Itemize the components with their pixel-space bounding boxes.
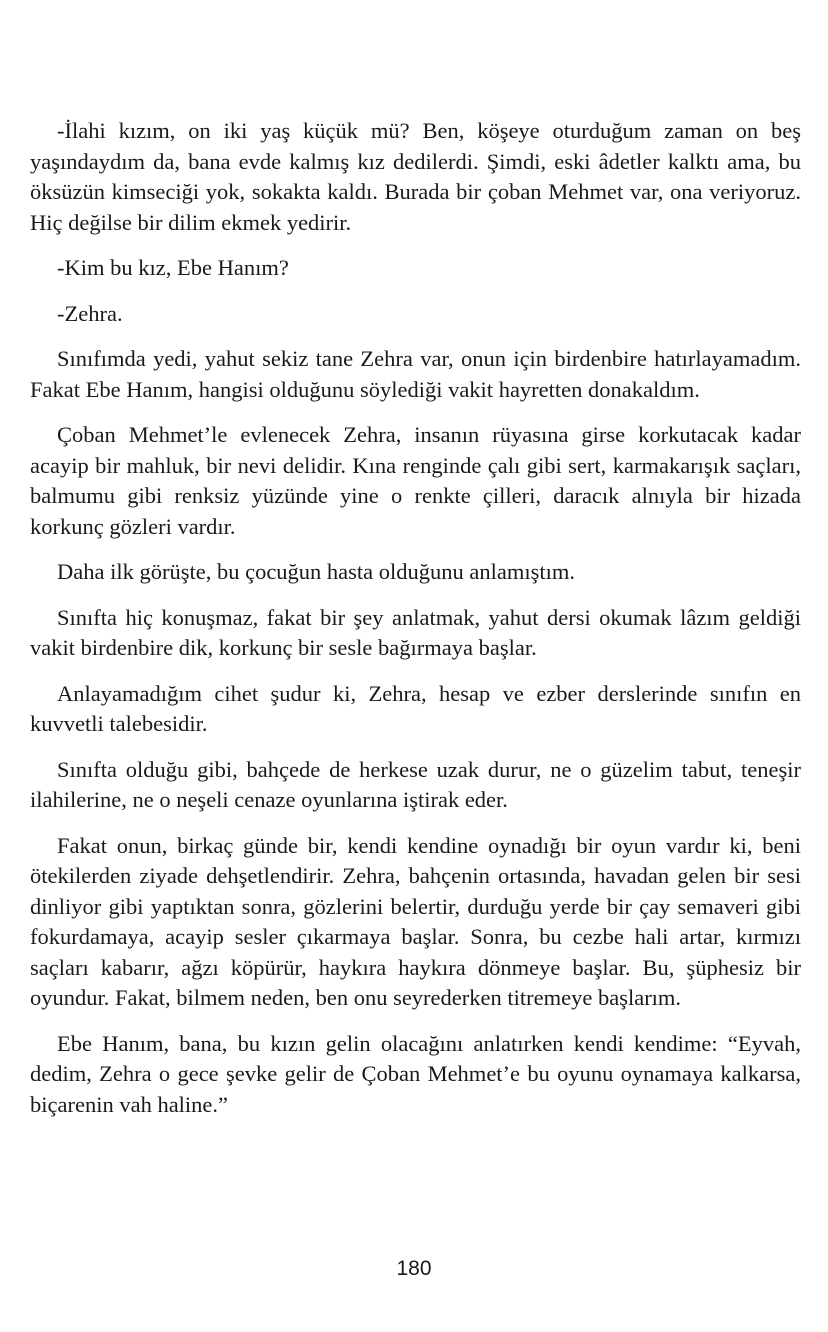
paragraph-10: Fakat onun, birkaç günde bir, kendi kendine oynadığı bir oyun vardır ki, beni ötekilerden ziyade dehşetlendirir. Zehra, bahçenin ortasında, havadan gelen bir sesi dinliyor gibi yaptıktan sonra, gözlerini belertir, durduğu yerde bir çay semaveri gibi fokurdamaya, acayip sesler çıkarmaya başlar. Sonra, bu cezbe hali artar, kırmızı saçları kabarır, ağzı köpürür, haykıra haykıra dönmeye başlar. Bu, şüphesiz bir oyundur. Fakat, bilmem neden, ben onu seyrederken titremeye başlarım. xyxy=(30,832,801,1010)
page-number: 180 xyxy=(396,1257,432,1280)
paragraph-11: Ebe Hanım, bana, bu kızın gelin olacağını anlatırken kendi kendime: “Eyvah, dedim, Zehra o gece şevke gelir de Çoban Mehmet’e bu oyunu oynamaya kalkarsa, biçarenin vah haline.” xyxy=(30,1030,801,1117)
paragraph-4: Sınıfımda yedi, yahut sekiz tane Zehra var, onun için birdenbire hatırlayamadım. Fakat Ebe Hanım, hangisi olduğunu söylediği vakit hayretten donakaldım. xyxy=(30,346,801,402)
paragraph-9: Sınıfta olduğu gibi, bahçede de herkese uzak durur, ne o güzelim tabut, teneşir ilahilerine, ne o neşeli cenaze oyunlarına iştirak eder. xyxy=(30,756,801,812)
paragraph-1: -İlahi kızım, on iki yaş küçük mü? Ben, köşeye oturduğum zaman on beş yaşındaydım da, bana evde kalmış kız dedilerdi. Şimdi, eski âdetler kalktı ama, bu öksüzün kimseciği yok, sokakta kaldı. Burada bir çoban Mehmet var, ona veriyoruz. Hiç değilse bir dilim ekmek yedirir. xyxy=(30,118,801,235)
paragraph-8: Anlayamadığım cihet şudur ki, Zehra, hesap ve ezber derslerinde sınıfın en kuvvetli talebesidir. xyxy=(30,680,801,736)
paragraph-7: Sınıfta hiç konuşmaz, fakat bir şey anlatmak, yahut dersi okumak lâzım geldiği vakit birdenbire dik, korkunç bir sesle bağırmaya başlar. xyxy=(30,604,801,660)
paragraph-6: Daha ilk görüşte, bu çocuğun hasta olduğunu anlamıştım. xyxy=(57,559,576,584)
paragraph-3: -Zehra. xyxy=(57,300,123,326)
paragraph-5: Çoban Mehmet’le evlenecek Zehra, insanın rüyasına girse korkutacak kadar acayip bir mahluk, bir nevi delidir. Kına renginde çalı gibi sert, karmakarışık saçları, balmumu gibi renksiz yüzünde yine o renkte çilleri, daracık alnıyla bir hizada korkunç gözleri vardır. xyxy=(30,422,801,539)
paragraph-2: -Kim bu kız, Ebe Hanım? xyxy=(57,255,289,280)
page-body xyxy=(30,116,801,1135)
